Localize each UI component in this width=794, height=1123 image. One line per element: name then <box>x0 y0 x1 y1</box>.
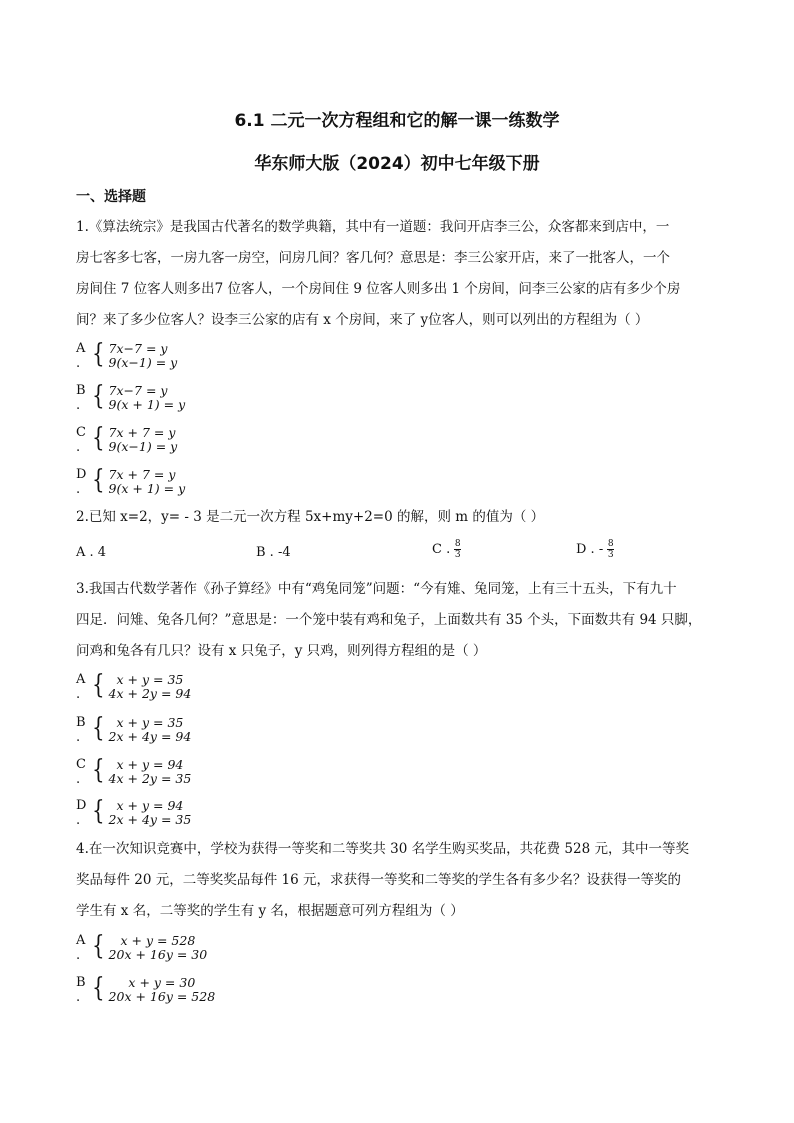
equation-1: x + y = 35 <box>116 672 184 687</box>
left-brace-icon: { <box>92 796 105 826</box>
question-3-option-c[interactable] <box>76 757 191 787</box>
option-letter: C . <box>76 425 86 455</box>
left-brace-icon: { <box>92 423 105 453</box>
question-3-line-3: 问鸡和兔各有几只？设有 x 只兔子，y 只鸡，则列得方程组的是（ ） <box>76 643 487 659</box>
option-value: -4 <box>277 545 291 560</box>
equation-1: x + y = 35 <box>116 715 184 730</box>
question-4-option-b[interactable] <box>76 975 215 1005</box>
question-2-stem: 2.已知 x=2，y= - 3 是二元一次方程 5x+my+2=0 的解，则 m 的值为（ ） <box>76 509 545 525</box>
equation-2: 9(x−1) = y <box>108 439 178 454</box>
question-1-option-d[interactable] <box>76 467 185 497</box>
option-letter: D . <box>576 542 595 557</box>
equation-1: 7x + 7 = y <box>108 467 176 482</box>
left-brace-icon: { <box>92 381 105 411</box>
equation-1: 7x + 7 = y <box>108 425 176 440</box>
denominator: 3 <box>454 550 461 560</box>
equation-system <box>109 799 192 827</box>
minus-sign: - <box>598 542 604 557</box>
question-3-option-d[interactable] <box>76 798 191 828</box>
equation-system <box>109 426 178 454</box>
question-2-option-b[interactable] <box>256 545 291 560</box>
question-1-line-3: 房间住 7 位客人则多出7 位客人，一个房间住 9 位客人则多出 1 个房间，问李三公家的店有多少个房 <box>76 281 681 297</box>
equation-1: x + y = 94 <box>116 798 184 813</box>
page-subtitle: 华东师大版（2024）初中七年级下册 <box>254 154 540 174</box>
fraction <box>454 539 461 560</box>
question-4-option-a[interactable] <box>76 933 207 963</box>
left-brace-icon: { <box>92 339 105 369</box>
equation-2: 2x + 4y = 35 <box>108 812 192 827</box>
equation-2: 2x + 4y = 94 <box>108 729 192 744</box>
numerator: 8 <box>454 539 461 549</box>
left-brace-icon: { <box>92 713 105 743</box>
question-1-option-b[interactable] <box>76 383 185 413</box>
option-letter: B . <box>76 715 86 745</box>
option-letter: D . <box>76 467 87 497</box>
option-letter: B . <box>76 383 86 413</box>
equation-system <box>109 342 178 370</box>
equation-system <box>109 716 192 744</box>
question-3-line-2: 四足．问雉、兔各几何？”意思是：一个笼中装有鸡和兔子，上面数共有 35 个头，下面数共有 94 只脚， <box>76 612 702 628</box>
left-brace-icon: { <box>92 973 105 1003</box>
denominator: 3 <box>607 550 614 560</box>
question-4-line-3: 学生有 x 名，二等奖的学生有 y 名，根据题意可列方程组为（ ） <box>76 903 464 919</box>
equation-system <box>109 934 208 962</box>
equation-2: 9(x + 1) = y <box>108 397 186 412</box>
equation-system <box>109 384 186 412</box>
option-letter: B . <box>76 975 86 1005</box>
question-3-stem <box>76 574 726 667</box>
question-1-line-1: 1.《算法统宗》是我国古代著名的数学典籍，其中有一道题：我问开店李三公，众客都来到店中，一 <box>76 219 670 235</box>
equation-1: x + y = 528 <box>120 933 196 948</box>
equation-system <box>109 468 186 496</box>
question-2-option-c[interactable] <box>432 539 461 560</box>
equation-2: 9(x−1) = y <box>108 355 178 370</box>
question-3-option-a[interactable] <box>76 672 191 702</box>
question-3-line-1: 3.我国古代数学著作《孙子算经》中有“鸡兔同笼”问题：“今有雉、兔同笼，上有三十五头，下有九十 <box>76 581 677 597</box>
left-brace-icon: { <box>92 670 105 700</box>
question-1-line-2: 房七客多七客，一房九客一房空，问房几间？客几何？意思是：李三公家开店，来了一批客人，一个 <box>76 250 670 266</box>
option-letter: A . <box>76 672 86 702</box>
equation-2: 4x + 2y = 94 <box>108 686 192 701</box>
left-brace-icon: { <box>92 465 105 495</box>
option-letter: C . <box>76 757 86 787</box>
option-letter: B . <box>256 545 274 560</box>
option-value: 4 <box>97 545 107 560</box>
equation-2: 9(x + 1) = y <box>108 481 186 496</box>
equation-1: 7x−7 = y <box>108 341 168 356</box>
numerator: 8 <box>607 539 614 549</box>
question-4-line-1: 4.在一次知识竞赛中，学校为获得一等奖和二等奖共 30 名学生购买奖品，共花费 528 元，其中一等奖 <box>76 841 689 857</box>
equation-2: 4x + 2y = 35 <box>108 771 192 786</box>
option-letter: A . <box>76 933 86 963</box>
left-brace-icon: { <box>92 755 105 785</box>
section-heading: 一、选择题 <box>76 189 146 205</box>
option-letter: A . <box>76 341 86 371</box>
equation-1: 7x−7 = y <box>108 383 168 398</box>
equation-1: x + y = 94 <box>116 757 184 772</box>
equation-2: 20x + 16y = 30 <box>108 947 208 962</box>
page-title: 6.1 二元一次方程组和它的解一课一练数学 <box>234 111 560 131</box>
equation-system <box>109 758 192 786</box>
question-1-option-c[interactable] <box>76 425 177 455</box>
left-brace-icon: { <box>92 931 105 961</box>
question-2-option-a[interactable] <box>76 545 106 560</box>
equation-2: 20x + 16y = 528 <box>108 989 216 1004</box>
question-4-line-2: 奖品每件 20 元，二等奖奖品每件 16 元，求获得一等奖和二等奖的学生各有多少名？设获得一等奖的 <box>76 872 682 888</box>
question-3-option-b[interactable] <box>76 715 191 745</box>
question-1-option-a[interactable] <box>76 341 177 371</box>
question-2-option-d[interactable] <box>576 539 614 560</box>
option-letter: A . <box>76 545 94 560</box>
option-letter: C . <box>432 542 451 557</box>
option-letter: D . <box>76 798 87 828</box>
question-4-stem <box>76 834 726 927</box>
question-1-stem <box>76 212 726 336</box>
equation-1: x + y = 30 <box>128 975 196 990</box>
fraction <box>607 539 614 560</box>
equation-system <box>109 976 216 1004</box>
equation-system <box>109 673 192 701</box>
question-1-line-4: 间？来了多少位客人？设李三公家的店有 x 个房间，来了 y位客人，则可以列出的方程组为（ ） <box>76 312 649 328</box>
